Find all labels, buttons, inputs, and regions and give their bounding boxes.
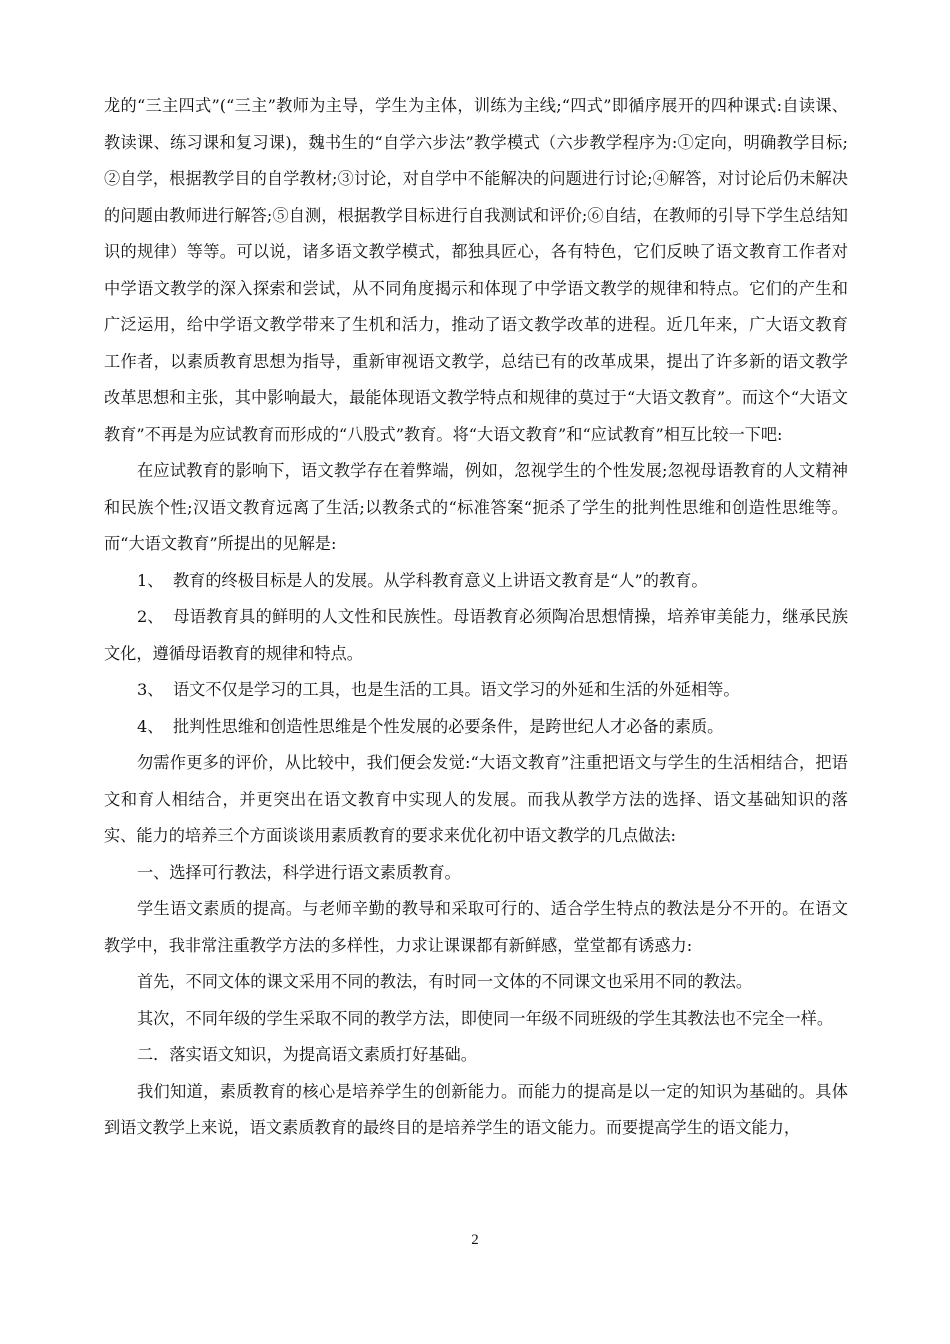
item-text-3: 语文不仅是学习的工具，也是生活的工具。语文学习的外延和生活的外延相等。 xyxy=(173,680,740,699)
item-number-1: 1、 xyxy=(137,570,164,590)
item-number-2: 2、 xyxy=(137,607,164,626)
paragraph-comparison: 勿需作更多的评价，从比较中，我们便会发觉:“大语文教育”注重把语文与学生的生活相结合，把语文和育人相结合，并更突出在语文教育中实现人的发展。而我从教学方法的选择、语文基础知识的落实、能力的培养三个方面谈谈用素质教育的要求来优化初中语文教学的几点做法: xyxy=(104,753,848,845)
paragraph-first: 首先，不同文体的课文采用不同的教法，有时同一文体的不同课文也采用不同的教法。 xyxy=(137,972,753,991)
item-text-2: 母语教育具的鲜明的人文性和民族性。母语教育必须陶冶思想情操，培养审美能力，继承民族文化，遵循母语教育的规律和特点。 xyxy=(104,607,848,663)
numbered-item-1 xyxy=(104,563,848,600)
numbered-item-4 xyxy=(104,709,848,746)
paragraph-teaching-methods: 学生语文素质的提高。与老师辛勤的教导和采取可行的、适合学生特点的教法是分不开的。在语文教学中，我非常注重教学方法的多样性，力求让课课都有新鲜感，堂堂都有诱惑力: xyxy=(104,899,848,955)
paragraph-knowledge: 我们知道，素质教育的核心是培养学生的创新能力。而能力的提高是以一定的知识为基础的。具体到语文教学上来说，语文素质教育的最终目的是培养学生的语文能力。而要提高学生的语文能力， xyxy=(104,1081,848,1137)
page-number: 2 xyxy=(471,1232,479,1248)
paragraph-2: 在应试教育的影响下，语文教学存在着弊端，例如，忽视学生的个性发展;忽视母语教育的人文精神和民族个性;汉语文教育远离了生活;以教条式的“标准答案“扼杀了学生的批判性思维和创造性思维等。而“大语文教育”所提出的见解是: xyxy=(104,461,848,553)
paragraph-1: 龙的“三主四式”(“三主”教师为主导，学生为主体，训练为主线;“四式”即循序展开的四种课式:自读课、教读课、练习课和复习课)，魏书生的“自学六步法”教学模式（六步教学程序为:①定向，明确教学目标;②自学，根据教学目的自学教材;③讨论，对自学中不能解决的问题进行讨论;④解答，对讨论后仍未解决的问题由教师进行解答;⑤自测，根据教学目标进行自我测试和评价;⑥自结，在教师的引导下学生总结知识的规律）等等。可以说，诸多语文教学模式，都独具匠心，各有特色，它们反映了语文教育工作者对中学语文教学的深入探索和尝试，从不同角度揭示和体现了中学语文教学的规律和特点。它们的产生和广泛运用，给中学语文教学带来了生机和活力，推动了语文教学改革的进程。近几年来，广大语文教育工作者，以素质教育思想为指导，重新审视语文教学，总结已有的改革成果，提出了许多新的语文教学改革思想和主张，其中影响最大，最能体现语文教学特点和规律的莫过于“大语文教育”。而这个“大语文教育”不再是为应试教育而形成的“八股式”教育。将“大语文教育”和“应试教育”相互比较一下吧: xyxy=(104,96,848,444)
item-text-1: 教育的终极目标是人的发展。从学科教育意义上讲语文教育是“人”的教育。 xyxy=(173,570,708,590)
section-heading-1: 一、选择可行教法，科学进行语文素质教育。 xyxy=(137,862,461,882)
item-number-4: 4、 xyxy=(137,716,164,736)
numbered-item-2 xyxy=(104,599,848,672)
numbered-item-3 xyxy=(104,672,848,709)
paragraph-second: 其次，不同年级的学生采取不同的教学方法，即使同一年级不同班级的学生其教法也不完全一样。 xyxy=(137,1008,834,1028)
item-text-4: 批判性思维和创造性思维是个性发展的必要条件，是跨世纪人才必备的素质。 xyxy=(173,716,724,736)
document-body xyxy=(104,88,848,1147)
section-heading-2: 二．落实语文知识，为提高语文素质打好基础。 xyxy=(137,1045,477,1064)
item-number-3: 3、 xyxy=(137,680,164,699)
